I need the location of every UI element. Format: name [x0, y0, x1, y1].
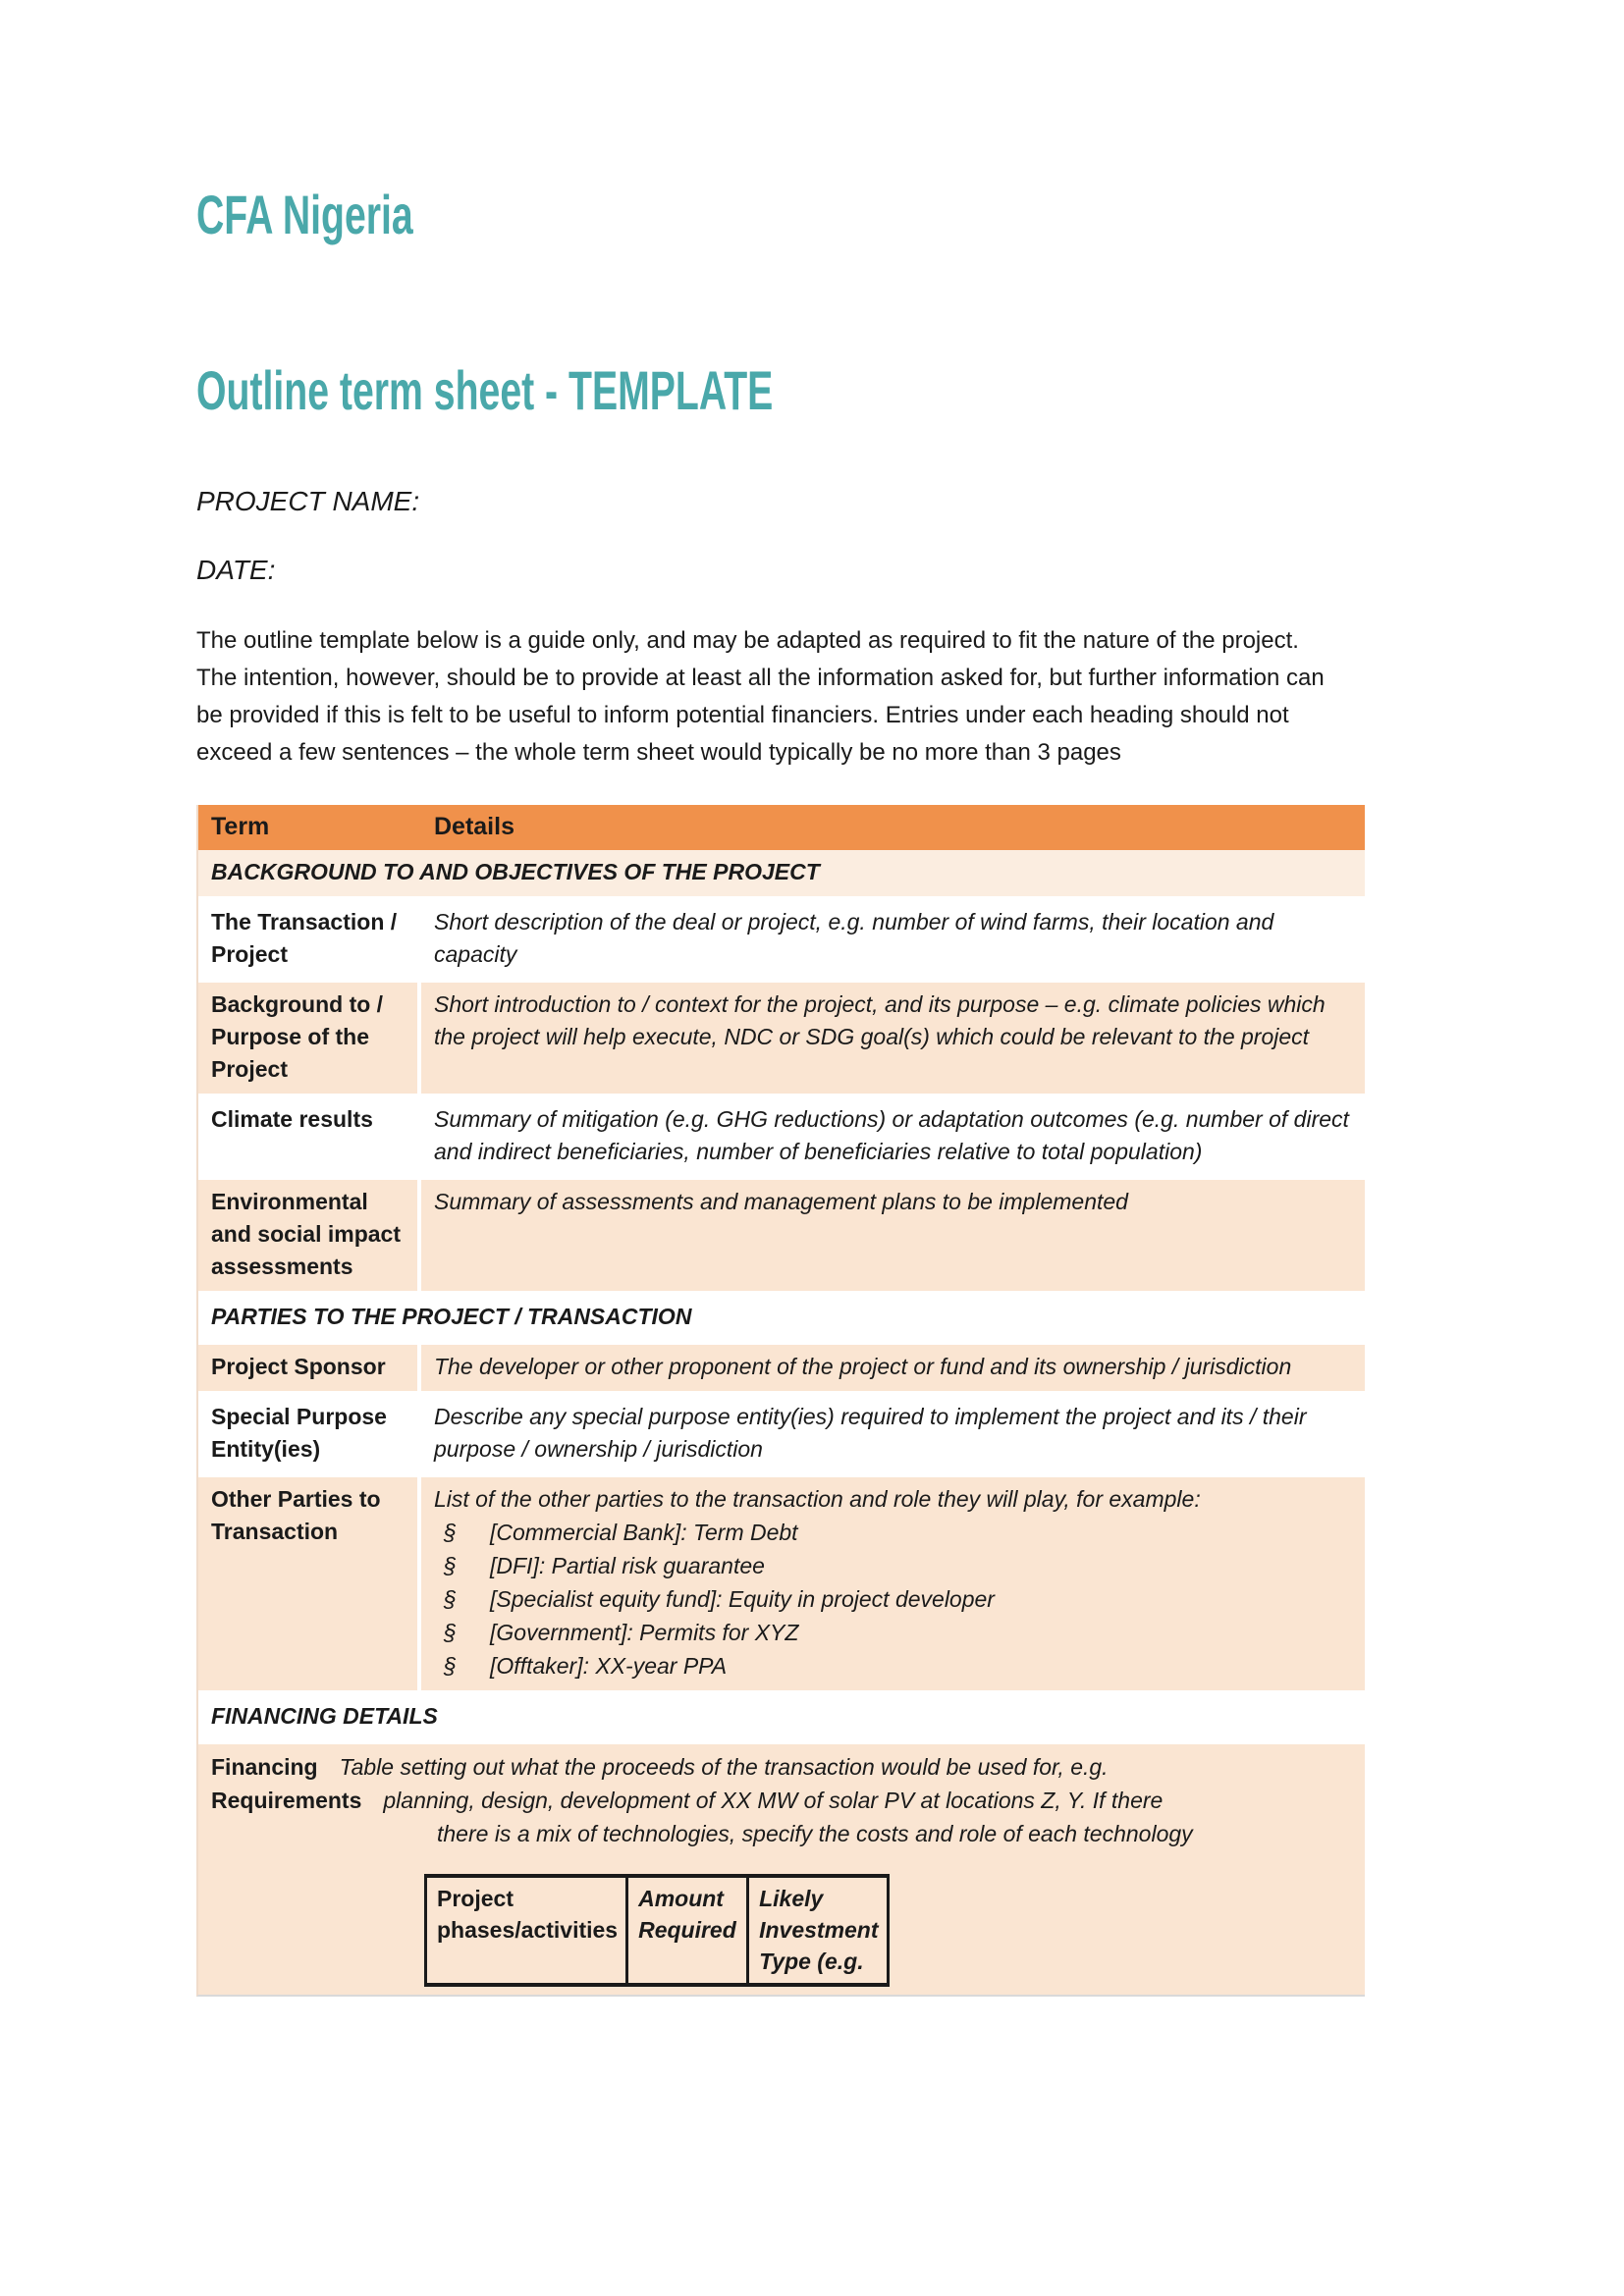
section-sign-bullet: § [444, 1552, 457, 1578]
doc-title [196, 0, 1365, 244]
details-cell: Describe any special purpose entity(ies) required to implement the project and its / their purpose / ownership / jurisdiction [421, 1395, 1365, 1477]
doc-subtitle-text: Outline term sheet - TEMPLATE [196, 358, 774, 421]
list-item-text: [Specialist equity fund]: Equity in project developer [490, 1585, 995, 1612]
table-row [198, 1097, 1365, 1180]
financing-detail-text: Table setting out what the proceeds of the transaction would be used for, e.g. [339, 1753, 1109, 1780]
section-sign-bullet: § [444, 1619, 457, 1645]
intro-paragraph: The outline template below is a guide only, and may be adapted as required to fit the nature of the project. The intention, however, should be to provide at least all the information asked for, but further information can be provided if this is felt to be useful to inform potential financiers. Entries under each heading should not exceed a few sentences – the whole term sheet would typically be no more than 3 pages [196, 626, 1325, 766]
term-cell: Background to / Purpose of the Project [198, 983, 421, 1097]
column-header-details: Details [421, 805, 1365, 850]
nested-col-investment-type: Likely Investment Type (e.g. [748, 1876, 888, 1985]
table-row [198, 983, 1365, 1097]
nested-col-project-phases: Project phases/activities [426, 1876, 627, 1985]
section-title-financing: FINANCING DETAILS [198, 1694, 1365, 1744]
table-header-row [198, 805, 1365, 850]
table-row [198, 1477, 1365, 1694]
financing-breakdown-table [424, 1874, 890, 1987]
section-row-background [198, 850, 1365, 900]
term-sheet-table [196, 805, 1365, 1997]
table-row [198, 900, 1365, 983]
financing-detail-text: there is a mix of technologies, specify the costs and role of each technology [437, 1820, 1193, 1846]
details-cell [421, 1477, 1365, 1694]
column-header-term: Term [198, 805, 421, 850]
term-cell: The Transaction / Project [198, 900, 421, 983]
section-title-parties: PARTIES TO THE PROJECT / TRANSACTION [198, 1295, 1365, 1345]
table-row [198, 1345, 1365, 1395]
table-row [198, 1395, 1365, 1477]
details-intro-line: List of the other parties to the transaction and role they will play, for example: [434, 1485, 1201, 1512]
list-item [434, 1582, 1357, 1616]
list-item [434, 1516, 1357, 1549]
list-item [434, 1549, 1357, 1582]
table-row [198, 1180, 1365, 1295]
financing-term-word: Financing [211, 1753, 318, 1780]
financing-requirements-cell [198, 1744, 1365, 1995]
details-cell: Short description of the deal or project, e.g. number of wind farms, their location and capacity [421, 900, 1365, 983]
details-cell: Summary of assessments and management plans to be implemented [421, 1180, 1365, 1295]
details-cell: The developer or other proponent of the project or fund and its ownership / jurisdiction [421, 1345, 1365, 1395]
nested-col-amount-required: Amount Required [627, 1876, 748, 1985]
list-item [434, 1616, 1357, 1649]
details-cell: Summary of mitigation (e.g. GHG reductions) or adaptation outcomes (e.g. number of direct and indirect beneficiaries, number of beneficiaries relative to total population) [421, 1097, 1365, 1180]
section-title-background: BACKGROUND TO AND OBJECTIVES OF THE PROJECT [198, 850, 1365, 900]
term-cell: Other Parties to Transaction [198, 1477, 421, 1694]
financing-line-3 [211, 1817, 1357, 1850]
list-item-text: [Commercial Bank]: Term Debt [490, 1519, 798, 1545]
term-cell: Climate results [198, 1097, 421, 1180]
list-item-text: [Offtaker]: XX-year PPA [490, 1652, 728, 1679]
section-sign-bullet: § [444, 1519, 457, 1545]
section-row-financing [198, 1694, 1365, 1744]
list-item-text: [DFI]: Partial risk guarantee [490, 1552, 765, 1578]
section-sign-bullet: § [444, 1652, 457, 1679]
nested-table-header-row [426, 1876, 889, 1985]
term-cell: Special Purpose Entity(ies) [198, 1395, 421, 1477]
financing-requirements-row [198, 1744, 1365, 1995]
details-cell: Short introduction to / context for the project, and its purpose – e.g. climate policies which the project will help execute, NDC or SDG goal(s) which could be relevant to the project [421, 983, 1365, 1097]
list-item-text: [Government]: Permits for XYZ [490, 1619, 799, 1645]
financing-line-1 [211, 1750, 1357, 1784]
other-parties-list [434, 1516, 1357, 1682]
financing-term-word: Requirements [211, 1787, 362, 1813]
doc-subtitle [196, 358, 1365, 421]
doc-title-text: CFA Nigeria [196, 184, 413, 245]
term-cell: Project Sponsor [198, 1345, 421, 1395]
list-item [434, 1649, 1357, 1682]
term-cell: Environmental and social impact assessments [198, 1180, 421, 1295]
section-sign-bullet: § [444, 1585, 457, 1612]
document-content [196, 0, 1365, 1997]
project-name-label: PROJECT NAME: [196, 485, 420, 516]
date-label: DATE: [196, 554, 276, 585]
financing-line-2 [211, 1784, 1357, 1817]
financing-detail-text: planning, design, development of XX MW of solar PV at locations Z, Y. If there [383, 1787, 1164, 1813]
section-row-parties [198, 1295, 1365, 1345]
